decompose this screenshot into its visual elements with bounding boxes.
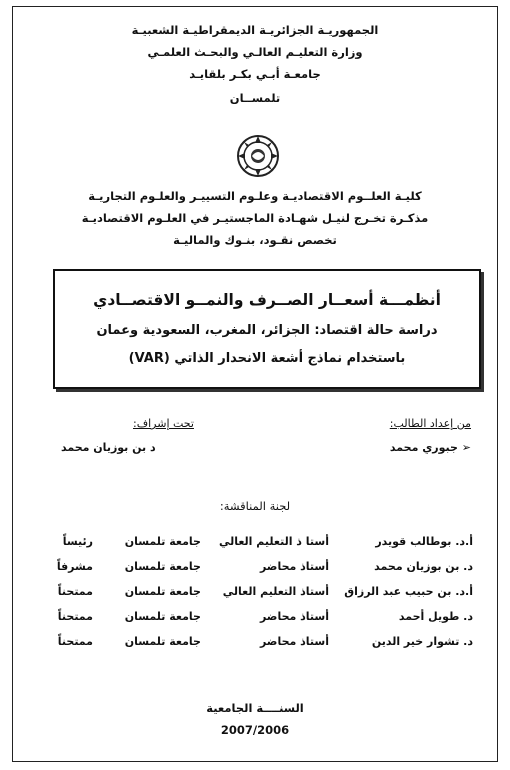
student-name-row xyxy=(390,441,471,454)
committee-row xyxy=(13,560,497,578)
committee-title: لجنة المناقشة: xyxy=(219,499,291,513)
student-name: جبوري محمد xyxy=(389,441,458,454)
member-name: د. بن بوزيان محمد xyxy=(374,560,473,573)
faculty-line: كليـة العلــوم الاقتصاديـة وعلـوم التسييـر والعلـوم التجاريـة xyxy=(88,189,422,203)
member-role: رئيساً xyxy=(62,535,93,548)
member-rank: أستاذ محاضر xyxy=(259,610,329,623)
supervisor-name: د بن بوزيان محمد xyxy=(61,441,156,454)
thesis-cover-page xyxy=(12,6,498,762)
member-university: جامعة تلمسان xyxy=(124,635,201,648)
member-university: جامعة تلمسان xyxy=(124,560,201,573)
member-university: جامعة تلمسان xyxy=(124,535,201,548)
member-role: ممتحناً xyxy=(57,610,93,623)
academic-year-label: السنــــة الجامعية xyxy=(206,701,304,715)
university-seal-icon xyxy=(235,133,281,179)
committee-row xyxy=(13,585,497,603)
member-rank: أستاذ محاضر xyxy=(259,635,329,648)
member-role: ممتحناً xyxy=(57,635,93,648)
city-line: تلمســان xyxy=(229,91,281,105)
subtitle-line-1: دراسة حالة اقتصاد: الجزائر، المغرب، السعودية وعمان xyxy=(96,323,438,338)
committee-row xyxy=(13,635,497,653)
thesis-line: مذكـرة تخـرج لنيـل شهـادة الماجستيـر في العلـوم الاقتصاديـة xyxy=(81,211,429,225)
title-box xyxy=(53,269,481,389)
committee-row xyxy=(13,535,497,553)
specialty-line: تخصص نقـود، بنـوك والماليـة xyxy=(173,233,337,247)
student-label: من إعداد الطالب: xyxy=(389,417,471,430)
supervisor-label: تحت إشراف: xyxy=(133,417,194,430)
member-name: د. تشوار خير الدين xyxy=(371,635,473,648)
committee-row xyxy=(13,610,497,628)
republic-line: الجمهوريـة الجزائريـة الديمقراطيـة الشعبيـة xyxy=(131,23,379,37)
member-name: أ.د. بوطالب قويدر xyxy=(375,535,473,548)
member-role: مشرفاً xyxy=(56,560,93,573)
university-line: جامعـة أبـي بكـر بلقايـد xyxy=(189,67,321,81)
subtitle-line-2: باستخدام نماذج أشعة الانحدار الذاتي (VAR) xyxy=(128,351,406,366)
member-university: جامعة تلمسان xyxy=(124,585,201,598)
member-name: أ.د. بن حبيب عبد الرزاق xyxy=(344,585,473,598)
main-title: أنظمـــة أسعــار الصــرف والنمــو الاقتصــادي xyxy=(93,291,441,309)
member-name: د. طويل أحمد xyxy=(398,610,473,623)
member-rank: أستاذ محاضر xyxy=(259,560,329,573)
bullet-arrow-icon: ➢ xyxy=(461,441,471,454)
member-rank: أستا ذ التعليم العالي xyxy=(218,535,329,548)
ministry-line: وزارة التعليـم العالـي والبحـث العلمـي xyxy=(147,45,363,59)
member-university: جامعة تلمسان xyxy=(124,610,201,623)
member-role: ممتحناً xyxy=(57,585,93,598)
member-rank: أستاذ التعليم العالي xyxy=(222,585,329,598)
academic-year: 2007/2006 xyxy=(220,723,290,737)
